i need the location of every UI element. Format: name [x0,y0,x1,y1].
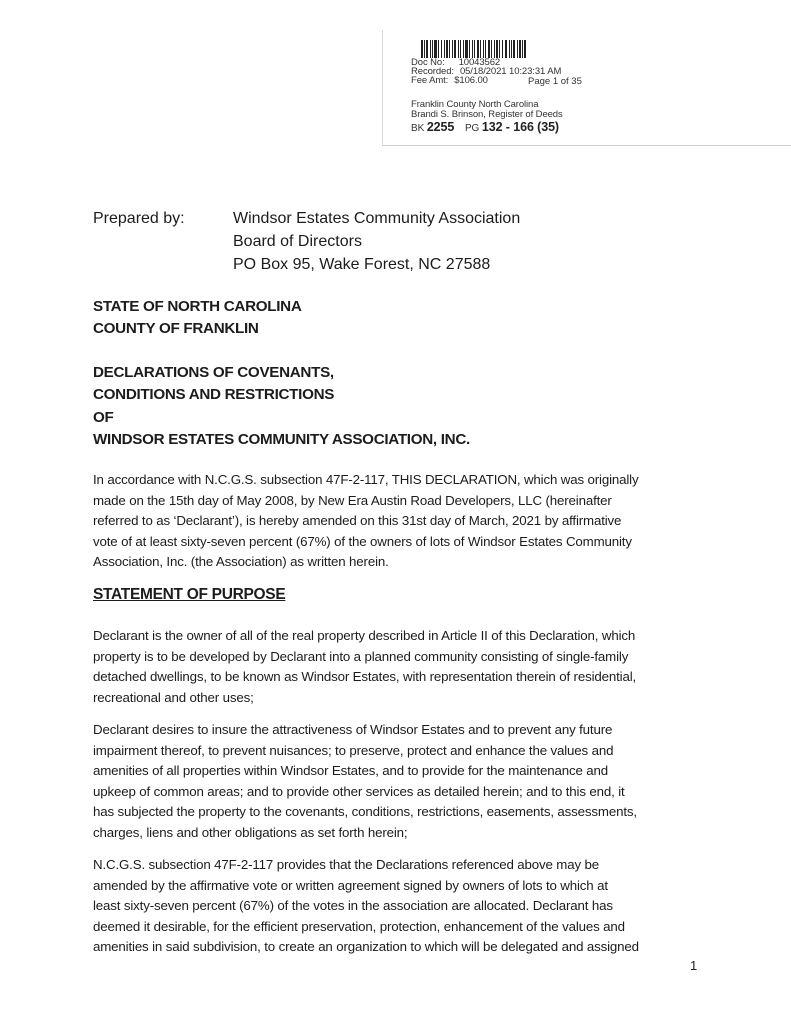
text-line: Declarant is the owner of all of the real property described in Article II of this Declaration, which [93,628,636,643]
barcode-bar [483,40,484,58]
barcode-bar [441,40,443,58]
barcode-bar [509,40,510,58]
barcode-bar [488,40,490,58]
doc-number-value: 10043562 [458,57,501,68]
preparer-name: Windsor Estates Community Association [233,210,521,227]
barcode-bar [502,40,504,58]
barcode-bar [421,40,423,58]
barcode-bar [463,40,464,58]
recorded-label: Recorded: [411,66,454,77]
barcode-icon [421,40,537,58]
register-of-deeds: Brandi S. Brinson, Register of Deeds [411,109,563,120]
page-label: PG [464,123,480,134]
text-line: deemed it desirable, for the efficient preservation, protection, enhancement of the values and [93,918,625,934]
barcode-bar [505,40,508,58]
barcode-bar [499,40,500,58]
barcode-bar [444,40,445,58]
title-line: CONDITIONS AND RESTRICTIONS [93,386,335,404]
barcode-bar [513,40,515,58]
barcode-bar [511,40,512,58]
purpose-paragraph [93,720,711,843]
text-line: amenities in said subdivision, to create an organization to which will be delegated and assigned [93,939,639,954]
intro-paragraph [93,470,711,573]
text-line: property is to be developed by Declarant into a planned community consisting of single-family [93,648,629,664]
fee-amount [411,76,488,86]
barcode-bar [485,40,487,58]
preparer-address: PO Box 95, Wake Forest, NC 27588 [233,256,491,273]
recording-county: Franklin County North Carolina [411,99,539,110]
barcode-bar [434,40,437,58]
text-line: has subjected the property to the covenants, conditions, restrictions, easements, assessments, [93,804,637,819]
preparer-board: Board of Directors [233,233,362,250]
barcode-bar [458,40,460,58]
book-label: BK [411,123,425,134]
barcode-bar [519,40,521,58]
barcode-bar [446,40,448,58]
barcode-bar [517,40,518,58]
barcode-bar [426,40,428,58]
barcode-bar [449,40,450,58]
barcode-bar [477,40,479,58]
barcode-bar [465,40,468,58]
barcode-bar [480,40,481,58]
jurisdiction [93,296,302,341]
text-line: detached dwellings, to be known as Windsor Estates, with representation therein of residential, [93,669,637,684]
document-title [93,362,470,452]
text-line: amended by the affirmative vote or written agreement signed by owners of lots to which at [93,877,608,893]
barcode-bar [424,40,425,58]
barcode-bar [452,40,453,58]
text-line: Association, Inc. (the Association) as written herein. [93,554,389,569]
text-line: In accordance with N.C.G.S. subsection 47F-2-117, THIS DECLARATION, which was originally [93,472,639,487]
section-heading: STATEMENT OF PURPOSE [93,586,286,603]
fee-value: $106.00 [454,75,488,86]
text-line: upkeep of common areas; and to provide other services as detailed herein; and to this end, it [93,783,625,799]
purpose-paragraph [93,855,711,958]
barcode-bar [454,40,456,58]
text-line: referred to as ‘Declarant’), is hereby amended on this 31st day of March, 2021 by affirmative [93,513,622,528]
barcode-bar [438,40,439,58]
prepared-by-label: Prepared by: [93,210,185,227]
text-line: charges, liens and other obligations as set forth herein; [93,824,408,840]
page-number: 1 [690,958,698,973]
text-line: N.C.G.S. subsection 47F-2-117 provides that the Declarations referenced above may be [93,857,600,872]
recorded-value: 05/18/2021 10:23:31 AM [459,66,562,77]
barcode-bar [522,40,523,58]
title-line: OF [93,408,114,426]
state-line: STATE OF NORTH CAROLINA [93,298,302,315]
page-range: 132 - 166 (35) [481,120,559,134]
text-line: impairment thereof, to prevent nuisances; to preserve, protect and enhance the values and [93,742,614,758]
barcode-bar [524,40,526,58]
purpose-paragraph [93,626,711,708]
doc-number-label: Doc No: [411,57,445,68]
book-number: 2255 [426,120,455,134]
barcode-bar [460,40,461,58]
barcode-bar [496,40,498,58]
text-line: made on the 15th day of May 2008, by New Era Austin Road Developers, LLC (hereinafter [93,492,612,508]
text-line: Declarant desires to insure the attractiveness of Windsor Estates and to prevent any future [93,722,613,737]
barcode-bar [432,40,433,58]
book-page-reference [411,122,559,134]
fee-label: Fee Amt: [411,75,449,86]
barcode-bar [430,40,431,58]
text-line: vote of at least sixty-seven percent (67%) of the owners of lots of Windsor Estates Community [93,533,632,549]
barcode-bar [494,40,495,58]
prepared-by-address [233,207,520,276]
page-of-total: Page 1 of 35 [528,76,582,87]
barcode-bar [472,40,474,58]
title-line: WINDSOR ESTATES COMMUNITY ASSOCIATION, INC. [93,431,470,449]
text-line: recreational and other uses; [93,689,254,705]
barcode-bar [474,40,475,58]
text-line: amenities of all properties within Windsor Estates, and to provide for the maintenance and [93,763,608,778]
recording-stamp [382,30,791,146]
barcode-bar [469,40,470,58]
text-line: least sixty-seven percent (67%) of the votes in the association are allocated. Declarant has [93,898,613,913]
barcode-bar [491,40,492,58]
county-line: COUNTY OF FRANKLIN [93,320,259,338]
title-line: DECLARATIONS OF COVENANTS, [93,364,334,381]
